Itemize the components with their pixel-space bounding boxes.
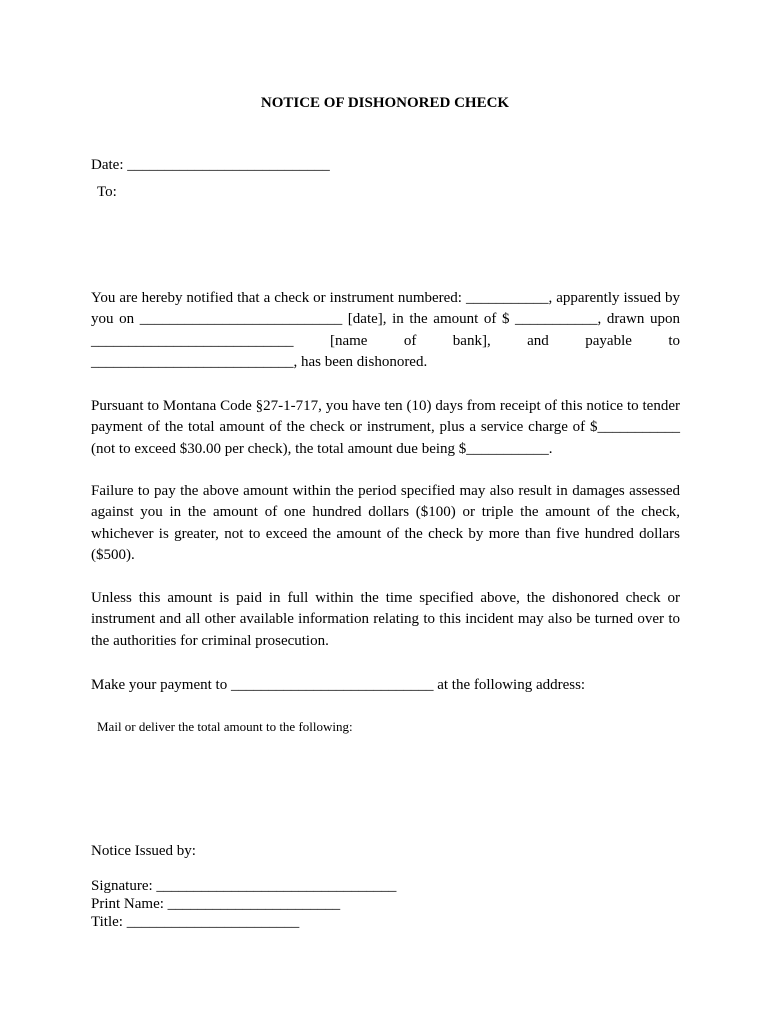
document-title: NOTICE OF DISHONORED CHECK: [260, 95, 510, 111]
mail-instruction: Mail or deliver the total amount to the following:: [97, 719, 353, 734]
notice-paragraph-1: You are hereby notified that a check or instrument numbered: ___________, apparently issued by you on ___________________________ [date], in the amount of $ ___________, drawn upon ___________________________ [name of bank], and payable to ___________________________, has been dishonored.: [91, 290, 680, 370]
title-field[interactable]: Title: _______________________: [91, 914, 300, 930]
date-field[interactable]: Date: ___________________________: [91, 157, 330, 173]
print-name-field[interactable]: Print Name: _______________________: [91, 896, 341, 912]
notice-paragraph-3: Failure to pay the above amount within the period specified may also result in damages assessed against you in the amount of one hundred dollars ($100) or triple the amount of the check, whichever is greater, not to exceed the amount of the check by more than five hundred dollars ($500).: [91, 483, 680, 563]
to-label: To:: [97, 184, 117, 200]
issued-by-label: Notice Issued by:: [91, 843, 196, 859]
payment-line[interactable]: Make your payment to ___________________________ at the following address:: [91, 677, 586, 693]
signature-field[interactable]: Signature: ________________________________: [91, 878, 397, 894]
notice-paragraph-2: Pursuant to Montana Code §27-1-717, you have ten (10) days from receipt of this notice to tender payment of the total amount of the check or instrument, plus a service charge of $___________ (not to exceed $30.00 per check), the total amount due being $___________.: [91, 398, 680, 457]
notice-paragraph-4: Unless this amount is paid in full within the time specified above, the dishonored check or instrument and all other available information relating to this incident may also be turned over to the authorities for criminal prosecution.: [91, 590, 680, 649]
